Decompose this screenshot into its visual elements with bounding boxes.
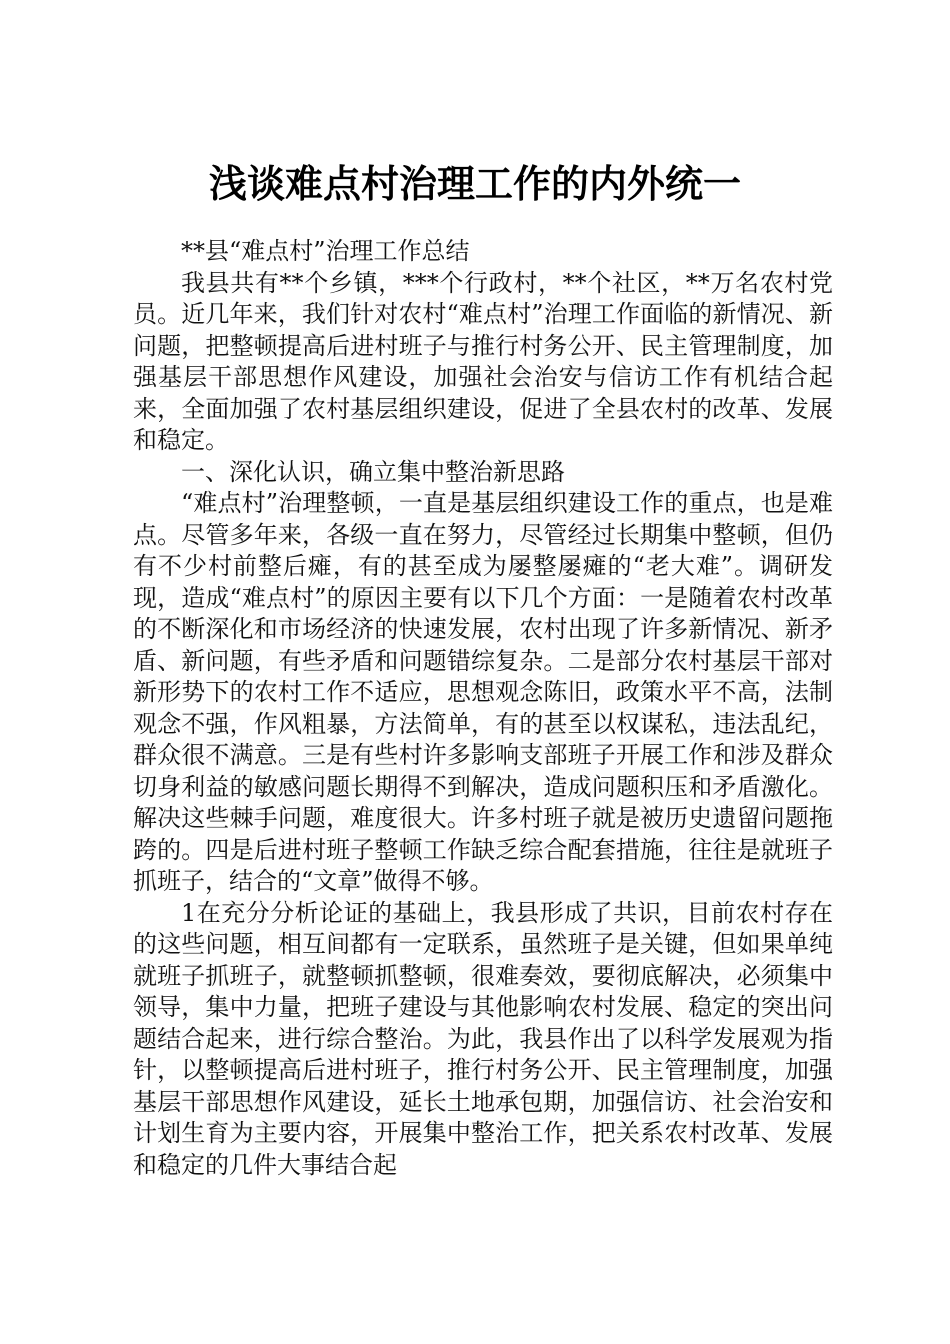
document-title: 浅谈难点村治理工作的内外统一 — [208, 161, 741, 206]
body-paragraph: “难点村”治理整顿，一直是基层组织建设工作的重点，也是难点。尽管多年来，各级一直在努力，尽管经过长期集中整顿，但仍有不少村前整后瘫，有的甚至成为屡整屡瘫的“老大难”。调研发现，造成“难点村”的原因主要有以下几个方面：一是随着农村改革的不断深化和市场经济的快速发展，农村出现了许多新情况、新矛盾、新问题，有些矛盾和问题错综复杂。二是部分农村基层干部对新形势下的农村工作不适应，思想观念陈旧，政策水平不高，法制观念不强，作风粗暴，方法简单，有的甚至以权谋私，违法乱纪，群众很不满意。三是有些村许多影响支部班子开展工作和涉及群众切身利益的敏感问题长期得不到解决，造成问题积压和矛盾激化。解决这些棘手问题，难度很大。许多村班子就是被历史遗留问题拖跨的。四是后进村班子整顿工作缺乏综合配套措施，往往是就班子抓班子，结合的“文章”做得不够。 — [133, 489, 833, 895]
subtitle-paragraph: **县“难点村”治理工作总结 — [181, 237, 470, 265]
section-heading: 一、深化认识，确立集中整治新思路 — [181, 457, 565, 486]
body-paragraph: 1在充分分析论证的基础上，我县形成了共识，目前农村存在的这些问题，相互间都有一定联系，虽然班子是关键，但如果单纯就班子抓班子，就整顿抓整顿，很难奏效，要彻底解决，必须集中领导，集中力量，把班子建设与其他影响农村发展、稳定的突出问题结合起来，进行综合整治。为此，我县作出了以科学发展观为指针，以整顿提高后进村班子，推行村务公开、民主管理制度，加强基层干部思想作风建设，延长土地承包期，加强信访、社会治安和计划生育为主要内容，开展集中整治工作，把关系农村改革、发展和稳定的几件大事结合起 — [133, 898, 833, 1179]
intro-paragraph: 我县共有**个乡镇，***个行政村，**个社区，**万名农村党员。近几年来，我们针对农村“难点村”治理工作面临的新情况、新问题，把整顿提高后进村班子与推行村务公开、民主管理制度，加强基层干部思想作风建设，加强社会治安与信访工作有机结合起来，全面加强了农村基层组织建设，促进了全县农村的改革、发展和稳定。 — [133, 268, 833, 454]
document-body — [133, 236, 833, 1181]
